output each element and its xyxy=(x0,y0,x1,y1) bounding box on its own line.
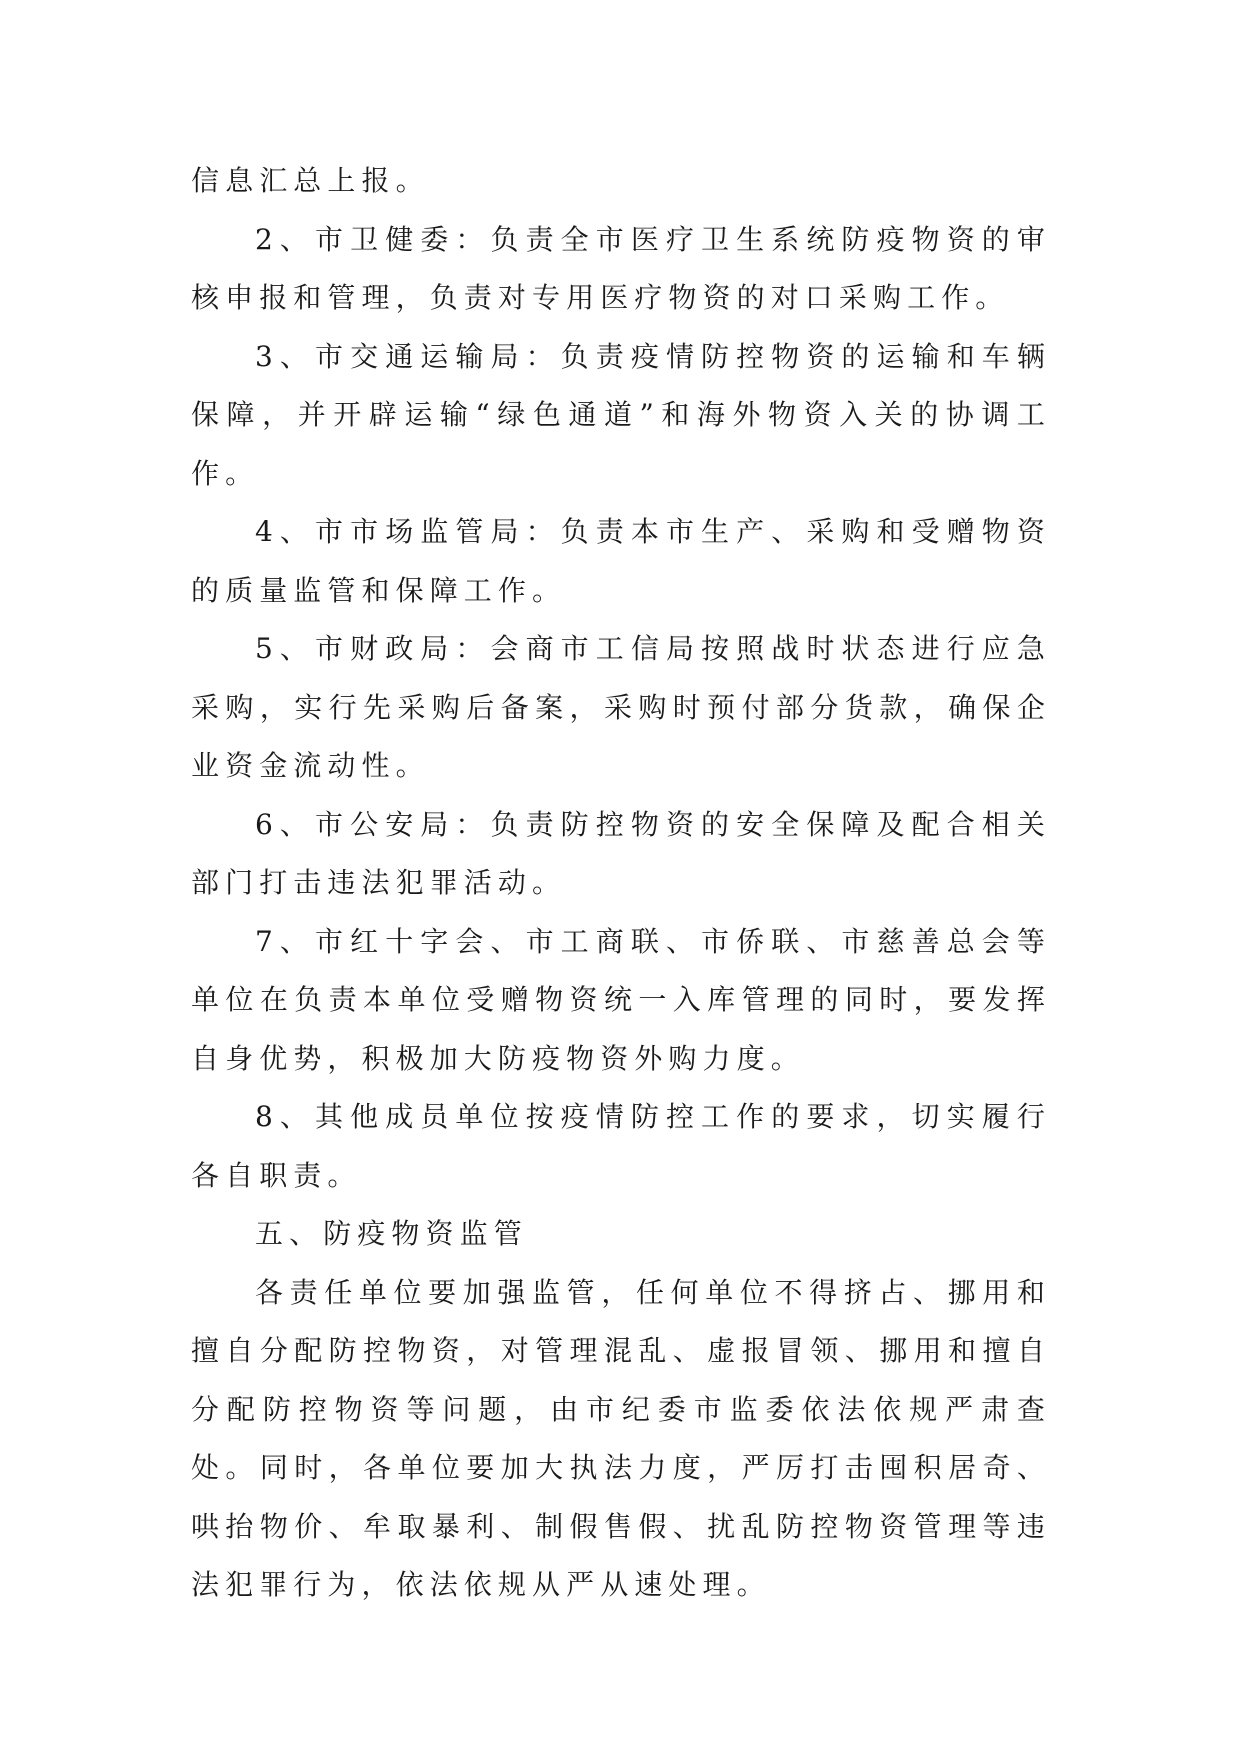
paragraph-item-7: 7、市红十字会、市工商联、市侨联、市慈善总会等单位在负责本单位受赠物资统一入库管理的同时，要发挥自身优势，积极加大防疫物资外购力度。 xyxy=(191,924,1051,1075)
paragraph-item-3: 3、市交通运输局：负责疫情防控物资的运输和车辆保障，并开辟运输“绿色通道”和海外物资入关的协调工作。 xyxy=(191,339,1051,490)
paragraph-supervision: 各责任单位要加强监管，任何单位不得挤占、挪用和擅自分配防控物资，对管理混乱、虚报冒领、挪用和擅自分配防控物资等问题，由市纪委市监委依法依规严肃查处。同时，各单位要加大执法力度，严厉打击囤积居奇、哄抬物价、牟取暴利、制假售假、扰乱防控物资管理等违法犯罪行为，依法依规从严从速处理。 xyxy=(191,1275,1051,1601)
paragraph-item-4: 4、市市场监管局：负责本市生产、采购和受赠物资的质量监管和保障工作。 xyxy=(191,515,1051,607)
section-heading: 五、防疫物资监管 xyxy=(255,1217,528,1250)
paragraph-continuation: 信息汇总上报。 xyxy=(191,164,430,197)
paragraph-item-6: 6、市公安局：负责防控物资的安全保障及配合相关部门打击违法犯罪活动。 xyxy=(191,807,1051,899)
document-body xyxy=(191,152,1051,1615)
paragraph-item-8: 8、其他成员单位按疫情防控工作的要求，切实履行各自职责。 xyxy=(191,1100,1051,1192)
paragraph-item-2: 2、市卫健委：负责全市医疗卫生系统防疫物资的审核申报和管理，负责对专用医疗物资的对口采购工作。 xyxy=(191,222,1051,314)
paragraph-item-5: 5、市财政局：会商市工信局按照战时状态进行应急采购，实行先采购后备案，采购时预付部分货款，确保企业资金流动性。 xyxy=(191,632,1051,782)
